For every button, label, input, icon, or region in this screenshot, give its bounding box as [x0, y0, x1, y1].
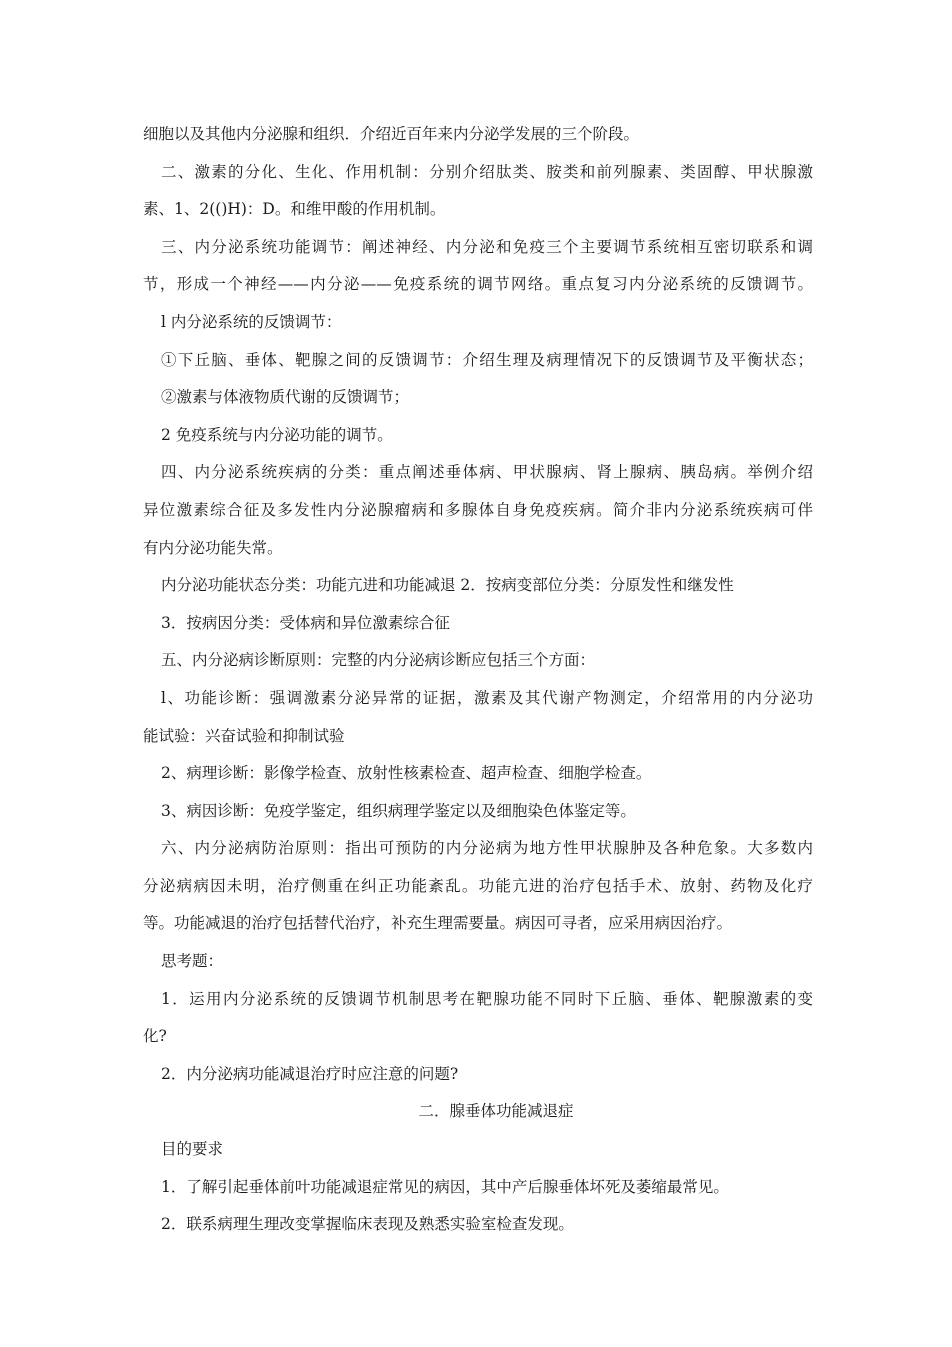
paragraph-line: 异位激素综合征及多发性内分泌腺瘤病和多腺体自身免疫疾病。简介非内分泌系统疾病可伴 — [143, 500, 813, 519]
paragraph-line: 2．联系病理生理改变掌握临床表现及熟悉实验室检查发现。 — [161, 1215, 574, 1234]
paragraph-line: 有内分泌功能失常。 — [143, 538, 283, 557]
paragraph-line: 3、病因诊断：免疫学鉴定，组织病理学鉴定以及细胞染色体鉴定等。 — [161, 801, 636, 820]
paragraph-line: 1．运用内分泌系统的反馈调节机制思考在靶腺功能不同时下丘脑、垂体、靶腺激素的变 — [161, 989, 813, 1008]
paragraph-line: 目的要求 — [161, 1140, 224, 1159]
paragraph-line: 三、内分泌系统功能调节：阐述神经、内分泌和免疫三个主要调节系统相互密切联系和调 — [161, 237, 813, 256]
paragraph-line: 1．了解引起垂体前叶功能减退症常见的病因，其中产后腺垂体坏死及萎缩最常见。 — [161, 1177, 729, 1196]
section-heading: 二．腺垂体功能减退症 — [418, 1102, 574, 1121]
paragraph-line: 节，形成一个神经——内分泌——免疫系统的调节网络。重点复习内分泌系统的反馈调节。 — [143, 275, 813, 294]
paragraph-line: l、功能诊断：强调激素分泌异常的证据，激素及其代谢产物测定，介绍常用的内分泌功 — [161, 688, 813, 707]
paragraph-line: 思考题： — [161, 952, 224, 971]
paragraph-line: 五、内分泌病诊断原则：完整的内分泌病诊断应包括三个方面： — [161, 651, 596, 670]
paragraph-line: 能试验：兴奋试验和抑制试验 — [143, 726, 345, 745]
paragraph-line: 化? — [143, 1027, 167, 1046]
paragraph-line: 2 免疫系统与内分泌功能的调节。 — [161, 425, 393, 444]
document-body — [143, 116, 813, 1244]
paragraph-line: l 内分泌系统的反馈调节： — [161, 312, 342, 331]
paragraph-line: 内分泌功能状态分类：功能亢进和功能减退 2．按病变部位分类：分原发性和继发性 — [161, 576, 734, 595]
paragraph-line: 等。功能减退的治疗包括替代治疗，补充生理需要量。病因可寻者，应采用病因治疗。 — [143, 914, 733, 933]
paragraph-line: ②激素与体液物质代谢的反馈调节； — [161, 388, 410, 407]
paragraph-line: 2、病理诊断：影像学检查、放射性核素检查、超声检查、细胞学检查。 — [161, 764, 652, 783]
paragraph-line: 二、激素的分化、生化、作用机制：分别介绍肽类、胺类和前列腺素、类固醇、甲状腺激 — [161, 162, 813, 181]
paragraph-line: 细胞以及其他内分泌腺和组织．介绍近百年来内分泌学发展的三个阶段。 — [143, 125, 640, 143]
paragraph-line: 六、内分泌病防治原则：指出可预防的内分泌病为地方性甲状腺肿及各种危象。大多数内 — [161, 839, 813, 858]
paragraph-line: 素、1、2(()H)：D。和维甲酸的作用机制。 — [143, 200, 446, 219]
paragraph-line: ①下丘脑、垂体、靶腺之间的反馈调节：介绍生理及病理情况下的反馈调节及平衡状态； — [161, 350, 813, 369]
paragraph-line: 3．按病因分类：受体病和异位激素综合征 — [161, 613, 450, 632]
paragraph-line: 四、内分泌系统疾病的分类：重点阐述垂体病、甲状腺病、肾上腺病、胰岛病。举例介绍 — [161, 463, 813, 482]
paragraph-line: 分泌病病因未明，治疗侧重在纠正功能紊乱。功能亢进的治疗包括手术、放射、药物及化疗 — [143, 876, 813, 895]
paragraph-line: 2．内分泌病功能减退治疗时应注意的问题? — [161, 1064, 459, 1083]
